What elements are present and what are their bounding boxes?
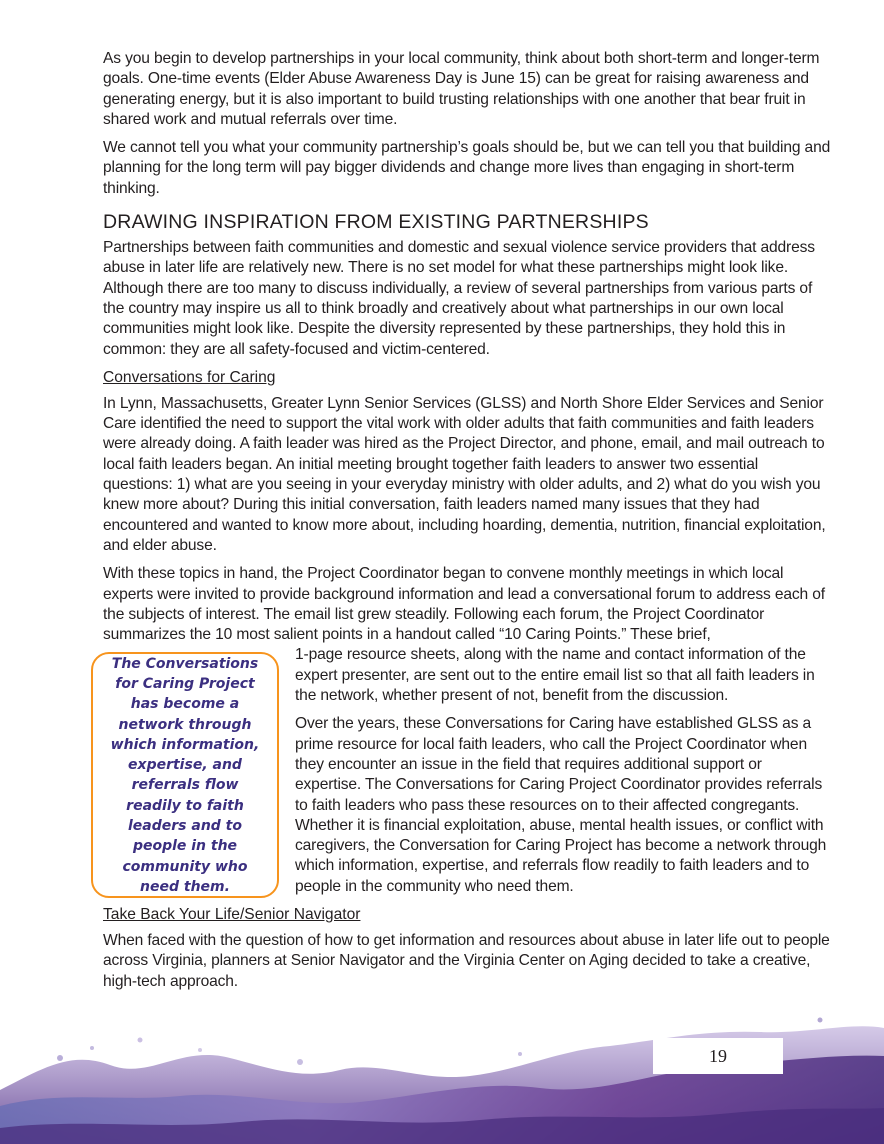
page-number: 19	[653, 1038, 783, 1074]
watercolor-footer-art	[0, 1010, 884, 1144]
conversations-paragraph-2-continued: 1-page resource sheets, along with the name and contact information of the expert presenter, are sent out to the entire email list so that all faith leaders in the network, whether present of not, benefit from the discussion.	[295, 646, 815, 705]
navigator-paragraph-1: When faced with the question of how to get information and resources about abuse in later life out to people across Virginia, planners at Senior Navigator and the Virginia Center on Aging decided to take a creative, high-tech approach.	[103, 931, 830, 990]
subhead-take-back-your-life: Take Back Your Life/Senior Navigator	[103, 905, 361, 923]
pull-quote-wrap	[103, 645, 831, 897]
subhead-conversations-for-caring: Conversations for Caring	[103, 368, 276, 386]
page-content	[103, 49, 831, 1000]
section-intro-paragraph: Partnerships between faith communities and domestic and sexual violence service providers that address abuse in later life are relatively new. There is no set model for what these partnerships might look like. Although there are too many to discuss individually, a review of several partnerships from various parts of the country may inspire us all to think broadly and creatively about what partnerships in our own local communities might look like. Despite the diversity represented by these partnerships, they hold this in common: they are all safety-focused and victim-centered.	[103, 239, 815, 358]
pull-quote: The Conversations for Caring Project has become a network through which information, expertise, and referrals flow readily to faith leaders and to people in the community who need them.	[91, 652, 279, 898]
conversations-paragraph-1: In Lynn, Massachusetts, Greater Lynn Senior Services (GLSS) and North Shore Elder Services and Senior Care identified the need to support the vital work with older adults that faith communities and faith leaders were already doing. A faith leader was hired as the Project Director, and phone, email, and mail outreach to local faith leaders began. An initial meeting brought together faith leaders to answer two essential questions: 1) what are you seeing in your everyday ministry with older adults, and 2) what do you wish you knew more about? During this initial conversation, faith leaders named many issues that they had encountered and wanted to know more about, including hoarding, dementia, nutrition, financial exploitation, and elder abuse.	[103, 394, 826, 554]
intro-paragraph-1: As you begin to develop partnerships in your local community, think about both short-term and longer-term goals. One-time events (Elder Abuse Awareness Day is June 15) can be great for raising awareness and generating energy, but it is also important to build trusting relationships with one another that bear fruit in shared work and mutual referrals over time.	[103, 50, 820, 128]
conversations-paragraph-2: With these topics in hand, the Project Coordinator began to convene monthly meetings in which local experts were invited to provide background information and lead a conversational forum to address each of the subjects of interest. The email list grew steadily. Following each forum, the Project Coordinator summarizes the 10 most salient points in a handout called “10 Caring Points.” These brief,	[103, 565, 825, 644]
intro-paragraph-2: We cannot tell you what your community partnership’s goals should be, but we can tell you that building and planning for the long term will pay bigger dividends and change more lives than engaging in short-term thinking.	[103, 139, 831, 197]
conversations-paragraph-3: Over the years, these Conversations for Caring have established GLSS as a prime resource for local faith leaders, who call the Project Coordinator when they encounter an issue in the field that requires additional support or expertise. The Conversations for Caring Project Coordinator provides referrals to faith leaders who pass these resources on to their affected congregants. Whether it is financial exploitation, abuse, mental health issues, or conflict with caregivers, the Conversation for Caring Project has become a network through which information, expertise, and referrals flow readily to faith leaders and to people in the community who need them.	[295, 715, 827, 895]
section-heading: DRAWING INSPIRATION FROM EXISTING PARTNERSHIPS	[103, 211, 649, 234]
